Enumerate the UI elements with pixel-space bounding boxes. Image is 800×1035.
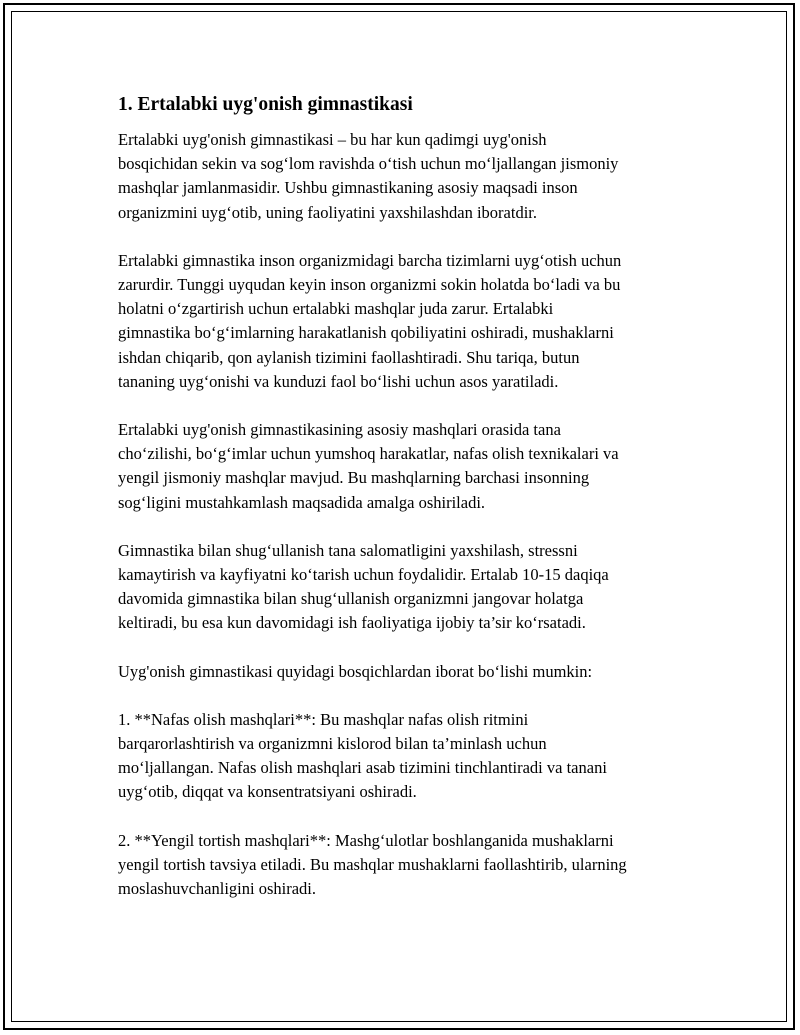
paragraph-stages-intro — [118, 660, 690, 684]
text-line: sog‘ligini mustahkamlash maqsadida amalga oshiriladi. — [118, 492, 486, 512]
text-line: mashqlar jamlanmasidir. Ushbu gimnastikaning asosiy maqsadi inson — [118, 178, 578, 198]
text-line: Ertalabki gimnastika inson organizmidagi barcha tizimlarni uyg‘otish uchun — [118, 250, 622, 270]
text-line: yengil tortish tavsiya etiladi. Bu mashqlar mushaklarni faollashtirib, ularning — [118, 854, 627, 874]
text-line: mo‘ljallangan. Nafas olish mashqlari asab tizimini tinchlantiradi va tanani — [118, 758, 607, 778]
paragraph-importance — [118, 249, 690, 394]
text-line: holatni o‘zgartirish uchun ertalabki mashqlar juda zarur. Ertalabki — [118, 299, 554, 319]
text-line: davomida gimnastika bilan shug‘ullanish organizmni jangovar holatga — [118, 589, 584, 609]
list-item-stretching — [118, 829, 690, 902]
paragraph-benefits — [118, 539, 690, 636]
text-line: barqarorlashtirish va organizmni kislorod bilan ta’minlash uchun — [118, 734, 547, 754]
text-line: uyg‘otib, diqqat va konsentratsiyani oshiradi. — [118, 782, 417, 802]
text-line: 2. **Yengil tortish mashqlari**: Mashg‘ulotlar boshlanganida mushaklarni — [118, 830, 614, 850]
text-line: cho‘zilishi, bo‘g‘imlar uchun yumshoq harakatlar, nafas olish texnikalari va — [118, 444, 619, 464]
text-line: Ertalabki uyg'onish gimnastikasining asosiy mashqlari orasida tana — [118, 420, 561, 440]
text-line: tananing uyg‘onishi va kunduzi faol bo‘lishi uchun asos yaratiladi. — [118, 371, 559, 391]
text-line: Ertalabki uyg'onish gimnastikasi – bu har kun qadimgi uyg'onish — [118, 130, 547, 149]
text-line: Uyg'onish gimnastikasi quyidagi bosqichlardan iborat bo‘lishi mumkin: — [118, 661, 593, 681]
text-line: zarurdir. Tunggi uyqudan keyin inson organizmi sokin holatda bo‘ladi va bu — [118, 275, 621, 295]
text-line: organizmini uyg‘otib, uning faoliyatini yaxshilashdan iboratdir. — [118, 202, 538, 222]
text-line: gimnastika bo‘g‘imlarning harakatlanish qobiliyatini oshiradi, mushaklarni — [118, 323, 614, 343]
text-line: 1. **Nafas olish mashqlari**: Bu mashqlar nafas olish ritmini — [118, 709, 529, 729]
paragraph-intro — [118, 128, 690, 225]
list-item-breathing — [118, 708, 690, 805]
text-line: ishdan chiqarib, qon aylanish tizimini faollashtiradi. Shu tariqa, butun — [118, 347, 580, 367]
text-line: moslashuvchanligini oshiradi. — [118, 879, 316, 899]
paragraph-exercises — [118, 418, 690, 515]
text-line: kamaytirish va kayfiyatni ko‘tarish uchun foydalidir. Ertalab 10-15 daqiqa — [118, 565, 609, 585]
text-line: bosqichidan sekin va sog‘lom ravishda o‘tish uchun mo‘ljallangan jismoniy — [118, 154, 619, 174]
text-line: keltiradi, bu esa kun davomidagi ish faoliyatiga ijobiy ta’sir ko‘rsatadi. — [118, 613, 586, 633]
document-body — [118, 92, 690, 925]
text-line: yengil jismoniy mashqlar mavjud. Bu mashqlarning barchasi insonning — [118, 468, 590, 488]
text-line: Gimnastika bilan shug‘ullanish tana salomatligini yaxshilash, stressni — [118, 540, 578, 560]
section-heading: 1. Ertalabki uyg'onish gimnastikasi — [118, 94, 413, 115]
